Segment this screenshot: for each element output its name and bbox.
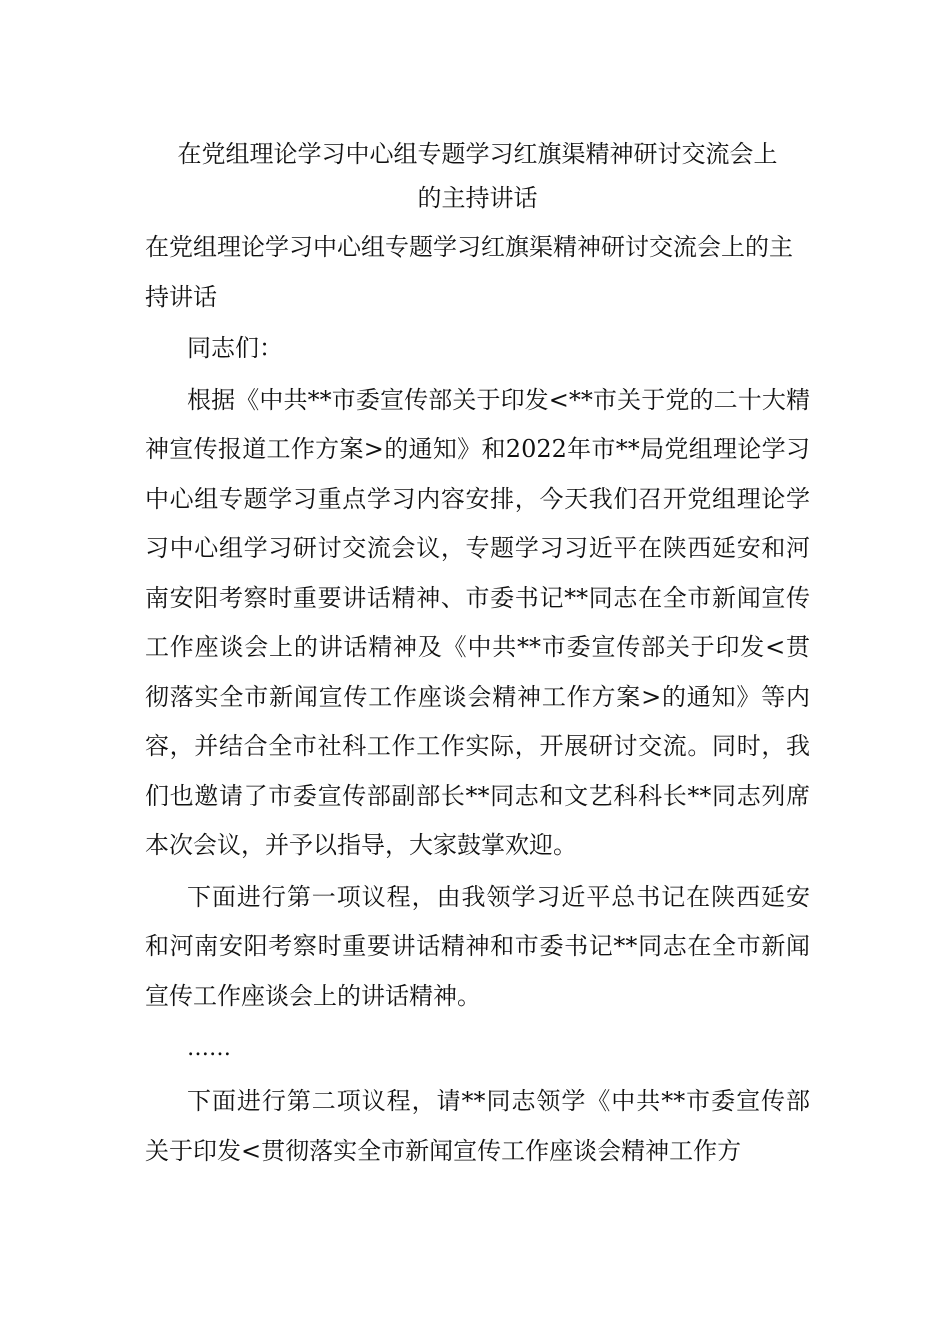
document-title-line-2: 的主持讲话	[417, 184, 538, 212]
ellipsis: ……	[187, 1036, 231, 1061]
document-page	[145, 132, 810, 1176]
paragraph-2: 下面进行第一项议程，由我领学习近平总书记在陕西延安和河南安阳考察时重要讲话精神和市委书记**同志在全市新闻宣传工作座谈会上的讲话精神。	[145, 882, 810, 1010]
salutation: 同志们：	[187, 334, 283, 362]
paragraph-3: 下面进行第二项议程，请**同志领学《中共**市委宣传部关于印发<贯彻落实全市新闻宣传工作座谈会精神工作方	[145, 1087, 810, 1165]
document-subtitle: 在党组理论学习中心组专题学习红旗渠精神研讨交流会上的主持讲话	[145, 233, 793, 311]
document-title-line-1: 在党组理论学习中心组专题学习红旗渠精神研讨交流会上	[177, 140, 778, 168]
paragraph-1: 根据《中共**市委宣传部关于印发<**市关于党的二十大精神宣传报道工作方案>的通知》和2022年市**局党组理论学习中心组专题学习重点学习内容安排，今天我们召开党组理论学习中心组学习研讨交流会议，专题学习习近平在陕西延安和河南安阳考察时重要讲话精神、市委书记**同志在全市新闻宣传工作座谈会上的讲话精神及《中共**市委宣传部关于印发<贯彻落实全市新闻宣传工作座谈会精神工作方案>的通知》等内容，并结合全市社科工作工作实际，开展研讨交流。同时，我们也邀请了市委宣传部副部长**同志和文艺科科长**同志列席本次会议，并予以指导，大家鼓掌欢迎。	[145, 385, 810, 859]
